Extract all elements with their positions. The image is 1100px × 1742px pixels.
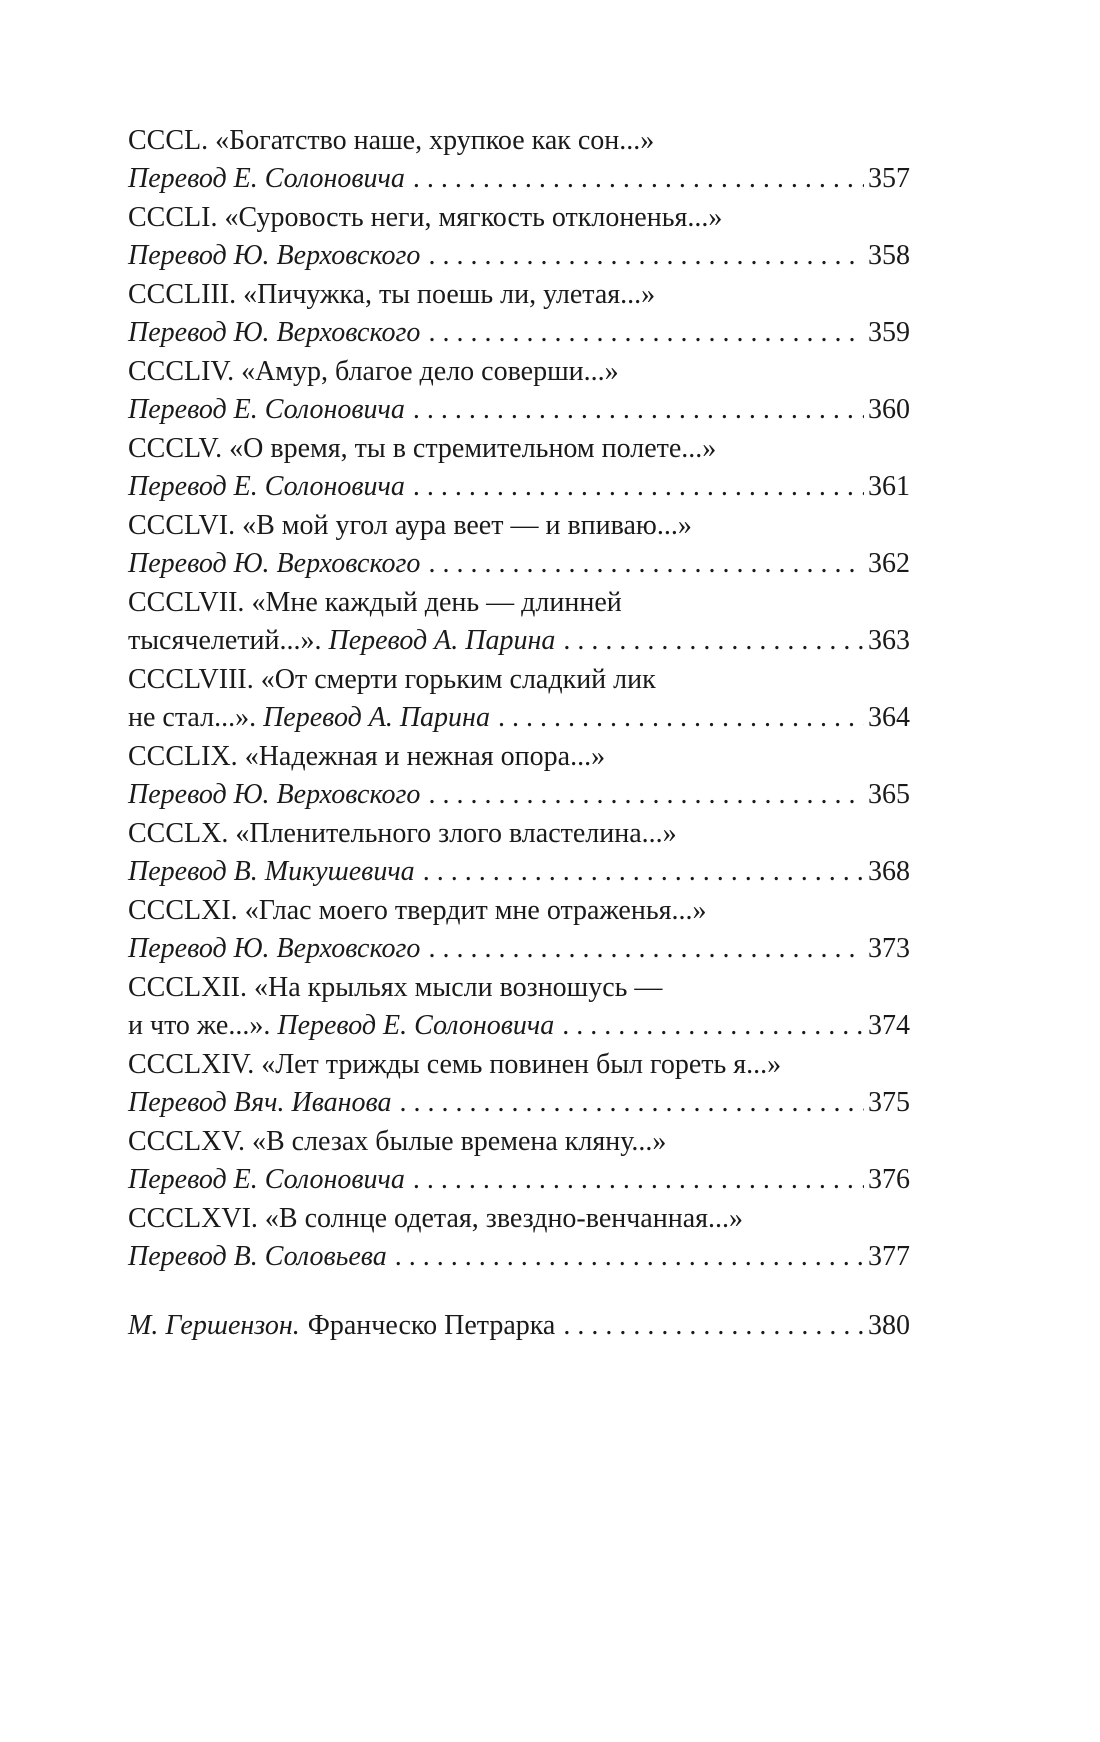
entry-heading bbox=[128, 1046, 910, 1084]
entry-line2-prefix: и что же...». bbox=[128, 1010, 271, 1041]
entry-translator: Перевод Е. Солоновича bbox=[128, 471, 405, 502]
entry-page-number: 360 bbox=[868, 394, 910, 425]
entry-translator-line bbox=[128, 776, 910, 815]
entry-incipit: «О время, ты в стремительном полете...» bbox=[229, 433, 717, 464]
dot-leader bbox=[413, 1161, 864, 1199]
entry-translator: Перевод Е. Солоновича bbox=[128, 1164, 405, 1195]
dot-leader bbox=[563, 622, 864, 660]
toc-entry bbox=[128, 199, 910, 276]
entry-numeral: CCCLIV. bbox=[128, 356, 235, 387]
toc-entry bbox=[128, 122, 910, 199]
toc-entry bbox=[128, 430, 910, 507]
essay-title: Франческо Петрарка bbox=[307, 1310, 556, 1341]
dot-leader bbox=[395, 1238, 864, 1276]
toc-entry bbox=[128, 815, 910, 892]
entry-heading bbox=[128, 969, 910, 1007]
entry-heading bbox=[128, 1200, 910, 1238]
entry-translator-line bbox=[128, 545, 910, 584]
entry-numeral: CCCL. bbox=[128, 125, 209, 156]
entry-page-number: 362 bbox=[868, 548, 910, 579]
section-gap bbox=[128, 1277, 910, 1307]
entry-translator: Перевод В. Микушевича bbox=[128, 856, 415, 887]
entry-translator-line bbox=[128, 160, 910, 199]
entry-heading bbox=[128, 584, 910, 622]
entry-translator: Перевод А. Парина bbox=[263, 702, 490, 733]
entry-page-number: 373 bbox=[868, 933, 910, 964]
entry-numeral: CCCLXVI. bbox=[128, 1203, 258, 1234]
entry-incipit: «На крыльях мысли возношусь — bbox=[254, 972, 663, 1003]
entry-translator: Перевод Ю. Верховского bbox=[128, 317, 421, 348]
entry-heading bbox=[128, 276, 910, 314]
dot-leader bbox=[562, 1007, 864, 1045]
entry-incipit: «Надежная и нежная опора...» bbox=[244, 741, 606, 772]
entry-translator-line bbox=[128, 391, 910, 430]
entry-translator-line bbox=[128, 468, 910, 507]
entry-page-number: 368 bbox=[868, 856, 910, 887]
entry-numeral: CCCLXI. bbox=[128, 895, 238, 926]
entry-page-number: 363 bbox=[868, 625, 910, 656]
entry-numeral: CCCLIII. bbox=[128, 279, 237, 310]
entry-incipit: «Глас моего твердит мне отраженья...» bbox=[244, 895, 707, 926]
entry-translator-line bbox=[128, 1007, 910, 1046]
entry-numeral: CCCLV. bbox=[128, 433, 223, 464]
entry-heading bbox=[128, 507, 910, 545]
dot-leader bbox=[400, 1084, 864, 1122]
entry-translator: Перевод Е. Солоновича bbox=[128, 163, 405, 194]
entry-numeral: CCCLX. bbox=[128, 818, 229, 849]
entry-numeral: CCCLVIII. bbox=[128, 664, 254, 695]
entry-numeral: CCCLXIV. bbox=[128, 1049, 255, 1080]
entry-incipit: «Суровость неги, мягкость отклоненья...» bbox=[224, 202, 723, 233]
dot-leader bbox=[428, 237, 864, 275]
entry-incipit: «Пичужка, ты поешь ли, улетая...» bbox=[243, 279, 656, 310]
entry-incipit: «Лет трижды семь повинен был гореть я...» bbox=[261, 1049, 782, 1080]
entry-translator-line bbox=[128, 853, 910, 892]
entry-translator: Перевод А. Парина bbox=[328, 625, 556, 656]
entry-heading bbox=[128, 738, 910, 776]
entry-line2-prefix: тысячелетий...». bbox=[128, 625, 322, 656]
entry-incipit: «Богатство наше, хрупкое как сон...» bbox=[215, 125, 655, 156]
entry-incipit: «В мой угол аура веет — и впиваю...» bbox=[242, 510, 692, 541]
entry-incipit: «От смерти горьким сладкий лик bbox=[260, 664, 656, 695]
entry-translator: Перевод Ю. Верховского bbox=[128, 548, 421, 579]
entry-heading bbox=[128, 661, 910, 699]
dot-leader bbox=[413, 160, 864, 198]
toc-entry bbox=[128, 1200, 910, 1277]
dot-leader bbox=[413, 391, 864, 429]
entry-translator: Перевод Е. Солоновича bbox=[128, 394, 405, 425]
entry-numeral: CCCLI. bbox=[128, 202, 218, 233]
table-of-contents bbox=[128, 122, 910, 1345]
dot-leader bbox=[428, 930, 864, 968]
toc-essay-entry bbox=[128, 1307, 910, 1345]
entry-numeral: CCCLVII. bbox=[128, 587, 245, 618]
essay-page-number: 380 bbox=[868, 1310, 910, 1341]
entry-numeral: CCCLVI. bbox=[128, 510, 236, 541]
entry-heading bbox=[128, 199, 910, 237]
entry-incipit: «В солнце одетая, звездно-венчанная...» bbox=[264, 1203, 744, 1234]
entry-translator: Перевод Ю. Верховского bbox=[128, 779, 421, 810]
entry-page-number: 364 bbox=[868, 702, 910, 733]
entry-line2-prefix: не стал...». bbox=[128, 702, 257, 733]
entry-heading bbox=[128, 353, 910, 391]
entry-heading bbox=[128, 892, 910, 930]
entry-translator-line bbox=[128, 622, 910, 661]
entry-translator-line bbox=[128, 930, 910, 969]
entry-heading bbox=[128, 815, 910, 853]
entry-translator-line bbox=[128, 1084, 910, 1123]
toc-entry bbox=[128, 738, 910, 815]
entry-translator: Перевод Вяч. Иванова bbox=[128, 1087, 392, 1118]
entry-heading bbox=[128, 1123, 910, 1161]
dot-leader bbox=[423, 853, 864, 891]
toc-entry bbox=[128, 507, 910, 584]
entry-page-number: 365 bbox=[868, 779, 910, 810]
entry-incipit: «Амур, благое дело соверши...» bbox=[241, 356, 619, 387]
toc-entry bbox=[128, 1123, 910, 1200]
entry-translator-line bbox=[128, 1238, 910, 1277]
entry-translator-line bbox=[128, 1161, 910, 1200]
entry-heading bbox=[128, 430, 910, 468]
toc-entry bbox=[128, 1046, 910, 1123]
dot-leader bbox=[413, 468, 864, 506]
entry-page-number: 375 bbox=[868, 1087, 910, 1118]
entry-numeral: CCCLXV. bbox=[128, 1126, 245, 1157]
dot-leader bbox=[498, 699, 864, 737]
entry-translator-line bbox=[128, 699, 910, 738]
dot-leader bbox=[563, 1307, 864, 1345]
entry-translator-line bbox=[128, 237, 910, 276]
dot-leader bbox=[428, 314, 864, 352]
toc-entry bbox=[128, 584, 910, 661]
toc-entry bbox=[128, 661, 910, 738]
entry-page-number: 358 bbox=[868, 240, 910, 271]
toc-entry bbox=[128, 969, 910, 1046]
essay-author: М. Гершензон. bbox=[128, 1310, 300, 1341]
entry-incipit: «В слезах былые времена кляну...» bbox=[251, 1126, 667, 1157]
dot-leader bbox=[428, 545, 864, 583]
toc-entry bbox=[128, 353, 910, 430]
dot-leader bbox=[428, 776, 864, 814]
entry-translator-line bbox=[128, 314, 910, 353]
entry-page-number: 359 bbox=[868, 317, 910, 348]
entry-incipit: «Пленительного злого властелина...» bbox=[235, 818, 677, 849]
entry-translator: Перевод Ю. Верховского bbox=[128, 933, 421, 964]
entry-page-number: 361 bbox=[868, 471, 910, 502]
entry-translator: Перевод Е. Солоновича bbox=[277, 1010, 555, 1041]
entry-incipit: «Мне каждый день — длинней bbox=[251, 587, 622, 618]
entry-translator: Перевод Ю. Верховского bbox=[128, 240, 421, 271]
entry-numeral: CCCLXII. bbox=[128, 972, 247, 1003]
entry-numeral: CCCLIX. bbox=[128, 741, 238, 772]
toc-entry bbox=[128, 276, 910, 353]
entry-heading bbox=[128, 122, 910, 160]
entry-page-number: 377 bbox=[868, 1241, 910, 1272]
toc-entry bbox=[128, 892, 910, 969]
entry-page-number: 374 bbox=[868, 1010, 910, 1041]
entry-translator: Перевод В. Соловьева bbox=[128, 1241, 387, 1272]
entry-page-number: 357 bbox=[868, 163, 910, 194]
entry-page-number: 376 bbox=[868, 1164, 910, 1195]
